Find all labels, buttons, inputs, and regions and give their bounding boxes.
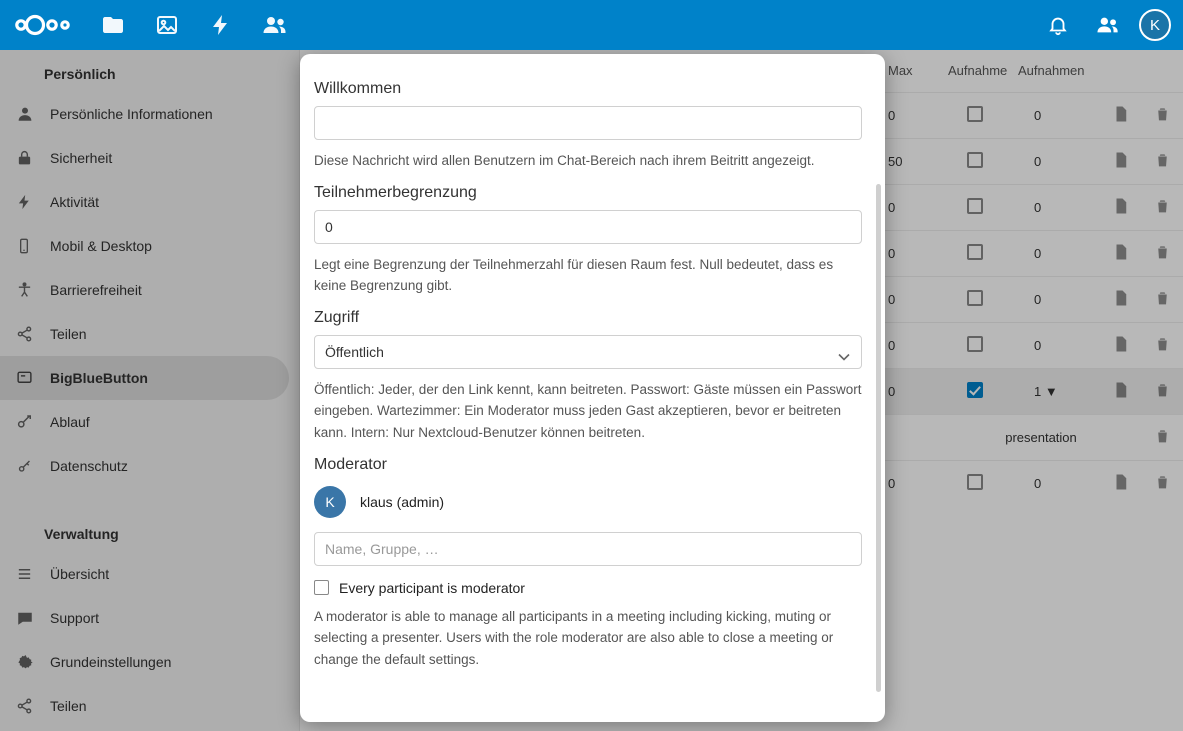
cell-recordings: 0 (1010, 230, 1100, 276)
every-participant-moderator-checkbox[interactable] (314, 580, 329, 595)
sidebar-item-label: Teilen (50, 326, 87, 342)
cell-recordings: 0 (1010, 276, 1100, 322)
avatar (314, 486, 346, 518)
avatar-initial: K (325, 493, 335, 510)
moderator-heading: Moderator (314, 455, 387, 473)
avatar-initial: K (1149, 16, 1160, 34)
top-bar (0, 0, 1183, 50)
cell-max: 0 (880, 460, 940, 506)
sidebar-item-label: Sicherheit (50, 150, 113, 166)
cell-recordings[interactable]: 1 ▼ (1010, 368, 1100, 414)
sidebar-item-label: Teilen (50, 698, 87, 714)
access-heading: Zugriff (314, 308, 360, 326)
access-select[interactable] (314, 335, 862, 369)
cell-recordings: 0 (1010, 138, 1100, 184)
cell-recordings: 0 (1010, 460, 1100, 506)
moderator-member (314, 486, 855, 518)
participant-limit-hint: Legt eine Begrenzung der Teilnehmerzahl für diesen Raum fest. Null bedeutet, dass es keine Begrenzung gibt. (314, 256, 834, 294)
participant-limit-heading: Teilnehmerbegrenzung (314, 183, 477, 201)
notifications-icon[interactable] (1033, 0, 1083, 50)
sidebar-item-label: Übersicht (50, 566, 110, 582)
room-settings-modal (300, 54, 885, 722)
sidebar-item-label: Barrierefreiheit (50, 282, 142, 298)
column-header-aufnahmen[interactable]: Aufnahmen (1018, 63, 1085, 79)
column-header-aufnahme[interactable]: Aufnahme (948, 63, 1008, 79)
top-nav (86, 0, 302, 50)
avatar[interactable] (1139, 9, 1171, 41)
nextcloud-logo[interactable] (0, 0, 86, 50)
every-participant-moderator-row[interactable] (314, 580, 855, 596)
sidebar-item-label: BigBlueButton (50, 370, 148, 386)
sidebar-item-label: Aktivität (50, 194, 100, 210)
cell-max: 0 (880, 322, 940, 368)
contacts-menu-icon[interactable] (1083, 0, 1133, 50)
cell-max: 0 (880, 368, 940, 414)
modal-scrollbar[interactable] (876, 184, 881, 692)
sidebar-item-label: Datenschutz (50, 458, 128, 474)
column-header-max[interactable]: Max (888, 63, 913, 79)
moderator-search-input[interactable] (314, 532, 862, 566)
sidebar-section-admin: Verwaltung (44, 526, 119, 542)
cell-max: 0 (880, 276, 940, 322)
sidebar-item-label: Grundeinstellungen (50, 654, 172, 670)
every-participant-moderator-label: Every participant is moderator (339, 579, 525, 596)
cell-max: 0 (880, 92, 940, 138)
moderator-name: klaus (admin) (360, 493, 445, 510)
photos-icon[interactable] (140, 0, 194, 50)
participant-limit-input[interactable] (314, 210, 862, 244)
welcome-input[interactable] (314, 106, 862, 140)
sidebar-item-label: Persönliche Informationen (50, 106, 213, 122)
contacts-icon[interactable] (248, 0, 302, 50)
sidebar-item-label: Mobil & Desktop (50, 238, 152, 254)
files-icon[interactable] (86, 0, 140, 50)
welcome-hint: Diese Nachricht wird allen Benutzern im Chat-Bereich nach ihrem Beitritt angezeigt. (314, 153, 815, 168)
sidebar-item-label: Support (50, 610, 100, 626)
access-hint: Öffentlich: Jeder, der den Link kennt, kann beitreten. Passwort: Gäste müssen ein Passwort eingeben. Wartezimmer: Ein Moderator muss jeden Gast akzeptieren, bevor er beitreten kann. Intern: Nur Nextcloud-Benutzer können beitreten. (314, 381, 862, 440)
moderator-hint: A moderator is able to manage all participants in a meeting including kicking, muting or selecting a presenter. Users with the role moderator are also able to close a meeting or change the default settings. (314, 608, 834, 667)
top-right-nav (1033, 0, 1175, 50)
cell-max: 50 (880, 138, 940, 184)
sidebar-section-personal: Persönlich (44, 66, 116, 82)
activity-icon[interactable] (194, 0, 248, 50)
welcome-heading: Willkommen (314, 80, 402, 97)
cell-max: 0 (880, 184, 940, 230)
sidebar-item-label: Ablauf (50, 414, 90, 430)
cell-recordings: 0 (1010, 322, 1100, 368)
cell-presentation-type: presentation (940, 414, 1142, 460)
access-select-wrapper (314, 335, 862, 369)
cell-recordings: 0 (1010, 92, 1100, 138)
modal-body (300, 54, 885, 722)
cell-recordings: 0 (1010, 184, 1100, 230)
cell-max: 0 (880, 230, 940, 276)
